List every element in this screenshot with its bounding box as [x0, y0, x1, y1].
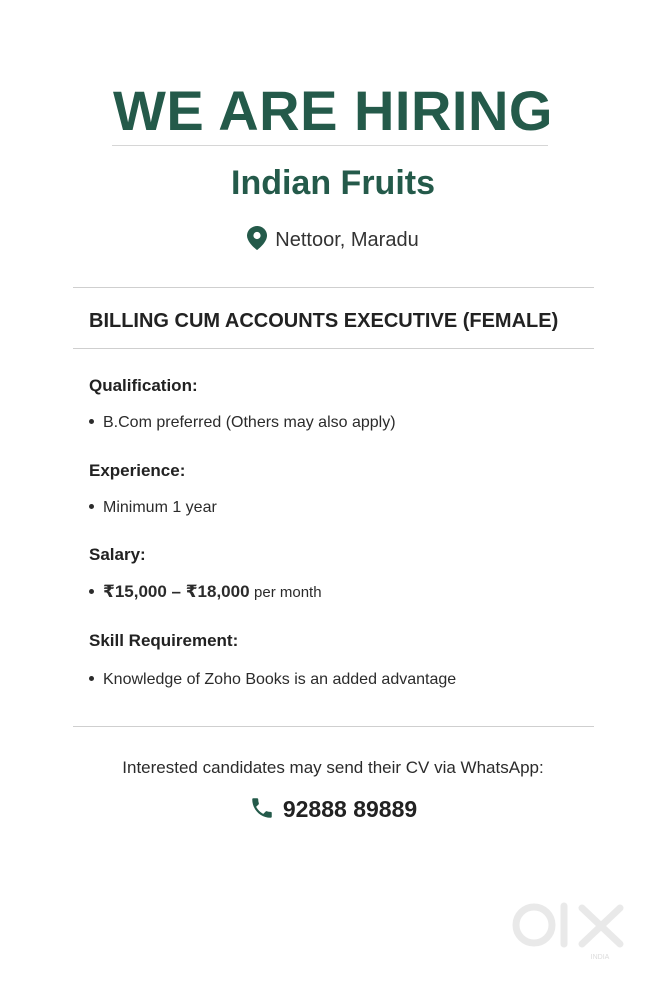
- salary-heading: Salary:: [89, 545, 146, 564]
- location-text: Nettoor, Maradu: [275, 229, 419, 251]
- contact-cta: Interested candidates may send their CV via WhatsApp:: [122, 758, 544, 777]
- experience-heading: Experience:: [89, 461, 186, 480]
- phone-number[interactable]: 92888 89889: [282, 796, 418, 822]
- bullet-icon: [89, 419, 94, 424]
- job-title: BILLING CUM ACCOUNTS EXECUTIVE (FEMALE): [89, 310, 559, 332]
- bullet-icon: [89, 504, 94, 509]
- divider: [73, 726, 594, 727]
- divider: [73, 287, 594, 288]
- bullet-icon: [89, 589, 94, 594]
- company-name: Indian Fruits: [231, 164, 435, 202]
- divider: [73, 348, 594, 349]
- olx-watermark-logo: [508, 898, 632, 962]
- watermark-sub: INDIA: [590, 954, 610, 961]
- salary-unit: per month: [254, 584, 322, 601]
- qualification-heading: Qualification:: [89, 376, 198, 395]
- bullet-icon: [89, 676, 94, 681]
- phone-icon: [249, 795, 275, 827]
- skill-item: Knowledge of Zoho Books is an added advantage: [89, 671, 456, 689]
- qualification-item: B.Com preferred (Others may also apply): [89, 414, 396, 432]
- headline: WE ARE HIRING: [113, 79, 553, 142]
- salary-amount: ₹15,000 – ₹18,000: [103, 582, 250, 601]
- divider: [112, 145, 548, 146]
- skill-heading: Skill Requirement:: [89, 631, 239, 650]
- experience-item: Minimum 1 year: [89, 499, 217, 517]
- phone-line[interactable]: [0, 795, 666, 827]
- map-pin-icon: [247, 226, 267, 256]
- location: [0, 226, 666, 256]
- salary-item: [89, 582, 322, 602]
